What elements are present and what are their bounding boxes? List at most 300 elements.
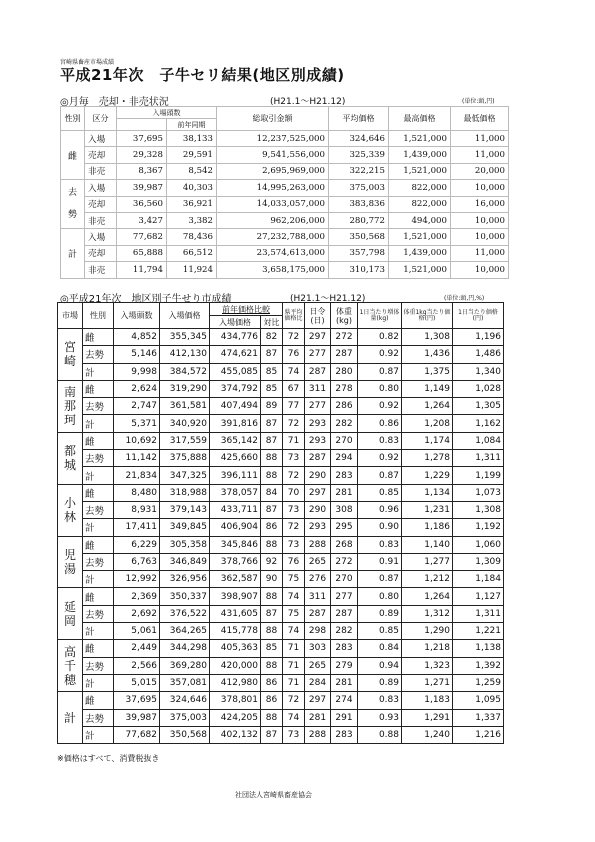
ratio-value: 88	[261, 623, 283, 640]
weight-value: 308	[331, 501, 358, 518]
total-value: 23,574,613,000	[217, 245, 329, 261]
table-row	[58, 329, 504, 346]
prev-price-value: 433,711	[210, 501, 261, 518]
dayprice-value: 1,221	[453, 623, 504, 640]
pct-value: 77	[283, 398, 305, 415]
kgprice-value: 1,174	[402, 432, 453, 449]
prev-price-value: 396,111	[210, 467, 261, 484]
age-value: 293	[305, 432, 331, 449]
weight-value: 283	[331, 467, 358, 484]
header-sex: 性別	[61, 107, 85, 131]
dayprice-value: 1,095	[453, 692, 504, 709]
pct-value: 74	[283, 623, 305, 640]
area-name-char: 湯	[63, 562, 76, 576]
table-row	[61, 131, 509, 147]
dg-value: 0.90	[358, 519, 402, 536]
dg-value: 0.87	[358, 363, 402, 380]
prev-value: 8,542	[167, 163, 217, 179]
area-name-char: 千	[63, 658, 76, 673]
weight-value: 272	[331, 329, 358, 346]
prev-price-value: 365,142	[210, 432, 261, 449]
price-value: 344,298	[160, 640, 210, 657]
table-row	[61, 163, 509, 179]
area-name	[58, 640, 83, 692]
prev-price-value: 431,605	[210, 605, 261, 622]
age-value: 290	[305, 467, 331, 484]
dg-value: 0.89	[358, 674, 402, 691]
area-name	[58, 588, 83, 640]
dg-value: 0.85	[358, 623, 402, 640]
ratio-value: 88	[261, 536, 283, 553]
price-value: 346,849	[160, 553, 210, 570]
table-row	[58, 432, 504, 449]
header-heads-blank	[117, 119, 167, 131]
max-value: 1,521,000	[389, 229, 451, 245]
dg-value: 0.93	[358, 709, 402, 726]
pct-value: 74	[283, 363, 305, 380]
dg-value: 0.87	[358, 467, 402, 484]
area-name-char: 南	[63, 385, 76, 400]
heads-value: 6,229	[114, 536, 160, 553]
pct-value: 76	[283, 346, 305, 363]
ratio-value: 85	[261, 640, 283, 657]
table-row	[61, 180, 509, 196]
ratio-value: 87	[261, 432, 283, 449]
avg-value: 375,003	[329, 180, 389, 196]
total-value: 9,541,556,000	[217, 147, 329, 163]
kgprice-value: 1,212	[402, 571, 453, 588]
age-value: 277	[305, 398, 331, 415]
total-value: 12,237,525,000	[217, 131, 329, 147]
table-row	[58, 726, 504, 743]
kgprice-value: 1,312	[402, 605, 453, 622]
sex-label: 雌	[83, 380, 114, 397]
min-value: 10,000	[451, 262, 509, 278]
prev-price-value: 420,000	[210, 657, 261, 674]
ratio-value: 87	[261, 726, 283, 743]
kgprice-value: 1,229	[402, 467, 453, 484]
header-heads: 入場頭数	[114, 303, 160, 329]
heads-value: 9,998	[114, 363, 160, 380]
kgprice-value: 1,140	[402, 536, 453, 553]
dg-value: 0.83	[358, 536, 402, 553]
price-value: 379,143	[160, 501, 210, 518]
section2-unit: (単位:頭,円,%)	[444, 295, 485, 302]
avg-value: 324,646	[329, 131, 389, 147]
heads-value: 21,834	[114, 467, 160, 484]
ratio-value: 88	[261, 657, 283, 674]
kgprice-value: 1,186	[402, 519, 453, 536]
prev-price-value: 391,816	[210, 415, 261, 432]
monthly-sales-table	[60, 106, 509, 279]
area-name-char: 小	[63, 496, 76, 511]
dg-value: 0.88	[358, 726, 402, 743]
section1-period: (H21.1～H21.12)	[270, 97, 346, 107]
header-total: 総取引金額	[217, 107, 329, 131]
tax-note: ※価格はすべて、消費税抜き	[57, 754, 160, 763]
weight-value: 279	[331, 657, 358, 674]
header-max: 最高価格	[389, 107, 451, 131]
table-row	[58, 640, 504, 657]
table-row	[61, 262, 509, 278]
org-name: 宮崎県畜産市場成績	[60, 59, 115, 66]
min-value: 11,000	[451, 245, 509, 261]
heads-value: 39,987	[114, 709, 160, 726]
price-value: 369,280	[160, 657, 210, 674]
prev-value: 40,303	[167, 180, 217, 196]
dayprice-value: 1,184	[453, 571, 504, 588]
kgprice-value: 1,290	[402, 623, 453, 640]
age-value: 265	[305, 553, 331, 570]
area-name-char: 城	[63, 458, 76, 473]
pct-value: 72	[283, 519, 305, 536]
table-row	[58, 674, 504, 691]
prev-value: 66,512	[167, 245, 217, 261]
dayprice-value: 1,311	[453, 450, 504, 467]
area-name	[58, 329, 83, 381]
price-value: 317,559	[160, 432, 210, 449]
min-value: 11,000	[451, 131, 509, 147]
area-name-char: 那	[63, 399, 76, 414]
pct-value: 73	[283, 726, 305, 743]
heads-value: 77,682	[114, 726, 160, 743]
kgprice-value: 1,149	[402, 380, 453, 397]
heads-value: 8,367	[117, 163, 167, 179]
kgprice-value: 1,271	[402, 674, 453, 691]
ratio-value: 87	[261, 346, 283, 363]
dayprice-value: 1,216	[453, 726, 504, 743]
max-value: 822,000	[389, 196, 451, 212]
prev-value: 29,591	[167, 147, 217, 163]
kgprice-value: 1,240	[402, 726, 453, 743]
avg-value: 310,173	[329, 262, 389, 278]
heads-value: 29,328	[117, 147, 167, 163]
ratio-value: 88	[261, 588, 283, 605]
prev-price-value: 362,587	[210, 571, 261, 588]
header-pct: 県平均価格比	[283, 303, 305, 329]
sex-label: 雌	[83, 484, 114, 501]
weight-value: 283	[331, 640, 358, 657]
sex-label: 去勢	[83, 501, 114, 518]
heads-value: 2,566	[114, 657, 160, 674]
dg-value: 0.80	[358, 588, 402, 605]
dayprice-value: 1,196	[453, 329, 504, 346]
section2-period: (H21.1～H21.12)	[290, 294, 366, 304]
sex-label: 雌	[61, 131, 85, 180]
ratio-value: 92	[261, 553, 283, 570]
area-name-char: 計	[63, 710, 76, 725]
heads-value: 17,411	[114, 519, 160, 536]
min-value: 11,000	[451, 147, 509, 163]
total-value: 3,658,175,000	[217, 262, 329, 278]
price-value: 319,290	[160, 380, 210, 397]
max-value: 1,439,000	[389, 147, 451, 163]
weight-value: 281	[331, 674, 358, 691]
heads-value: 11,794	[117, 262, 167, 278]
ratio-value: 85	[261, 363, 283, 380]
sex-label: 去勢	[61, 180, 85, 229]
min-value: 20,000	[451, 163, 509, 179]
table-row	[58, 363, 504, 380]
age-value: 311	[305, 380, 331, 397]
ratio-value: 87	[261, 415, 283, 432]
age-value: 293	[305, 519, 331, 536]
heads-value: 5,015	[114, 674, 160, 691]
age-value: 298	[305, 623, 331, 640]
header-weight: 体重(kg)	[331, 303, 358, 329]
kubun-label: 入場	[85, 229, 117, 245]
heads-value: 5,061	[114, 623, 160, 640]
pct-value: 74	[283, 709, 305, 726]
age-value: 288	[305, 536, 331, 553]
header-heads: 入場頭数	[117, 107, 217, 119]
area-name-char: 崎	[63, 354, 76, 369]
prev-value: 11,924	[167, 262, 217, 278]
table-row	[58, 692, 504, 709]
dg-value: 0.85	[358, 484, 402, 501]
sex-label: 雌	[83, 329, 114, 346]
header-prev: 前年同期	[167, 119, 217, 131]
area-name-char: 珂	[63, 413, 76, 428]
price-value: 375,888	[160, 450, 210, 467]
kgprice-value: 1,264	[402, 398, 453, 415]
prev-price-value: 406,904	[210, 519, 261, 536]
total-value: 962,206,000	[217, 212, 329, 228]
sex-label: 去勢	[83, 398, 114, 415]
avg-value: 325,339	[329, 147, 389, 163]
max-value: 1,521,000	[389, 262, 451, 278]
kgprice-value: 1,218	[402, 640, 453, 657]
price-value: 357,081	[160, 674, 210, 691]
pct-value: 71	[283, 640, 305, 657]
header-avg: 平均価格	[329, 107, 389, 131]
min-value: 16,000	[451, 196, 509, 212]
age-value: 311	[305, 588, 331, 605]
avg-value: 350,568	[329, 229, 389, 245]
heads-value: 12,992	[114, 571, 160, 588]
section2-heading: ◎平成21年次 地区別子牛せり市成績	[60, 294, 232, 305]
prev-value: 38,133	[167, 131, 217, 147]
dayprice-value: 1,199	[453, 467, 504, 484]
header-kgprice: 体重1kg当たり価格(円)	[402, 303, 453, 329]
price-value: 375,003	[160, 709, 210, 726]
age-value: 297	[305, 692, 331, 709]
weight-value: 283	[331, 726, 358, 743]
ratio-value: 82	[261, 329, 283, 346]
sex-label: 去勢	[83, 605, 114, 622]
table-row	[58, 484, 504, 501]
pct-value: 71	[283, 674, 305, 691]
prev-price-value: 425,660	[210, 450, 261, 467]
ratio-value: 86	[261, 692, 283, 709]
avg-value: 383,836	[329, 196, 389, 212]
price-value: 350,337	[160, 588, 210, 605]
weight-value: 294	[331, 450, 358, 467]
table-row	[58, 380, 504, 397]
section1-heading: ◎月毎 売却・非売状況	[60, 97, 169, 108]
table-row	[58, 571, 504, 588]
kubun-label: 売却	[85, 196, 117, 212]
sex-label: 去勢	[83, 709, 114, 726]
sex-label: 計	[83, 363, 114, 380]
pct-value: 72	[283, 329, 305, 346]
sex-label: 計	[83, 415, 114, 432]
kgprice-value: 1,291	[402, 709, 453, 726]
pct-value: 72	[283, 415, 305, 432]
dayprice-value: 1,073	[453, 484, 504, 501]
weight-value: 281	[331, 484, 358, 501]
prev-price-value: 402,132	[210, 726, 261, 743]
pct-value: 73	[283, 450, 305, 467]
age-value: 290	[305, 501, 331, 518]
sex-label: 雌	[83, 536, 114, 553]
sex-label: 計	[61, 229, 85, 278]
table-row	[58, 398, 504, 415]
dg-value: 0.89	[358, 605, 402, 622]
prev-price-value: 378,801	[210, 692, 261, 709]
table-row	[58, 605, 504, 622]
area-results-table	[57, 302, 504, 744]
total-value: 27,232,788,000	[217, 229, 329, 245]
pct-value: 75	[283, 571, 305, 588]
area-name-char: 林	[63, 510, 76, 525]
price-value: 305,358	[160, 536, 210, 553]
pct-value: 73	[283, 501, 305, 518]
kubun-label: 非売	[85, 163, 117, 179]
table-row	[58, 519, 504, 536]
heads-value: 10,692	[114, 432, 160, 449]
sex-label: 雌	[83, 432, 114, 449]
heads-value: 4,852	[114, 329, 160, 346]
area-name	[58, 432, 83, 484]
kubun-label: 非売	[85, 212, 117, 228]
total-value: 2,695,969,000	[217, 163, 329, 179]
sex-label: 雌	[83, 640, 114, 657]
header-dg: 1日当たり増体量(kg)	[358, 303, 402, 329]
pct-value: 72	[283, 467, 305, 484]
weight-value: 270	[331, 571, 358, 588]
table-row	[58, 553, 504, 570]
kgprice-value: 1,436	[402, 346, 453, 363]
kgprice-value: 1,264	[402, 588, 453, 605]
weight-value: 287	[331, 605, 358, 622]
dayprice-value: 1,311	[453, 605, 504, 622]
dayprice-value: 1,309	[453, 553, 504, 570]
prev-value: 3,382	[167, 212, 217, 228]
prev-price-value: 474,621	[210, 346, 261, 363]
kubun-label: 入場	[85, 131, 117, 147]
header-row	[61, 107, 509, 119]
prev-price-value: 434,776	[210, 329, 261, 346]
header-row	[58, 303, 504, 316]
heads-value: 2,369	[114, 588, 160, 605]
total-value: 14,995,263,000	[217, 180, 329, 196]
avg-value: 322,215	[329, 163, 389, 179]
table-row	[61, 229, 509, 245]
header-prev-group: 前年価格比較	[210, 303, 283, 316]
table-row	[58, 415, 504, 432]
price-value: 350,568	[160, 726, 210, 743]
price-value: 340,920	[160, 415, 210, 432]
area-name	[58, 536, 83, 588]
age-value: 276	[305, 571, 331, 588]
dayprice-value: 1,060	[453, 536, 504, 553]
header-sex: 性別	[83, 303, 114, 329]
min-value: 10,000	[451, 229, 509, 245]
sex-label: 雌	[83, 588, 114, 605]
table-row	[58, 709, 504, 726]
dayprice-value: 1,337	[453, 709, 504, 726]
price-value: 355,345	[160, 329, 210, 346]
dayprice-value: 1,192	[453, 519, 504, 536]
area-name-char: 岡	[63, 613, 76, 628]
sex-label: 雌	[83, 692, 114, 709]
area-name-char: 穂	[63, 672, 76, 687]
table-row	[58, 501, 504, 518]
age-value: 287	[305, 605, 331, 622]
dayprice-value: 1,305	[453, 398, 504, 415]
kgprice-value: 1,277	[402, 553, 453, 570]
heads-value: 2,692	[114, 605, 160, 622]
header-min: 最低価格	[451, 107, 509, 131]
prev-price-value: 415,778	[210, 623, 261, 640]
kgprice-value: 1,231	[402, 501, 453, 518]
age-value: 288	[305, 726, 331, 743]
dg-value: 0.92	[358, 346, 402, 363]
ratio-value: 86	[261, 519, 283, 536]
price-value: 412,130	[160, 346, 210, 363]
area-name-char: 児	[63, 548, 76, 562]
heads-value: 2,449	[114, 640, 160, 657]
price-value: 384,572	[160, 363, 210, 380]
price-value: 364,265	[160, 623, 210, 640]
sex-label: 計	[83, 674, 114, 691]
dg-value: 0.84	[358, 640, 402, 657]
weight-value: 295	[331, 519, 358, 536]
dg-value: 0.96	[358, 501, 402, 518]
max-value: 1,439,000	[389, 245, 451, 261]
table-row	[61, 212, 509, 228]
weight-value: 291	[331, 709, 358, 726]
pct-value: 76	[283, 553, 305, 570]
pct-value: 70	[283, 484, 305, 501]
weight-value: 277	[331, 588, 358, 605]
ratio-value: 86	[261, 674, 283, 691]
table-row	[58, 536, 504, 553]
heads-value: 37,695	[114, 692, 160, 709]
heads-value: 39,987	[117, 180, 167, 196]
kgprice-value: 1,208	[402, 415, 453, 432]
prev-price-value: 455,085	[210, 363, 261, 380]
ratio-value: 90	[261, 571, 283, 588]
weight-value: 274	[331, 692, 358, 709]
age-value: 297	[305, 329, 331, 346]
prev-price-value: 407,494	[210, 398, 261, 415]
pct-value: 73	[283, 536, 305, 553]
heads-value: 65,888	[117, 245, 167, 261]
sex-label: 去勢	[83, 553, 114, 570]
kgprice-value: 1,134	[402, 484, 453, 501]
dayprice-value: 1,392	[453, 657, 504, 674]
pct-value: 71	[283, 432, 305, 449]
dayprice-value: 1,340	[453, 363, 504, 380]
price-value: 326,956	[160, 571, 210, 588]
header-price: 入場価格	[160, 303, 210, 329]
table-row	[61, 196, 509, 212]
price-value: 318,988	[160, 484, 210, 501]
price-value: 324,646	[160, 692, 210, 709]
sex-label: 計	[83, 571, 114, 588]
